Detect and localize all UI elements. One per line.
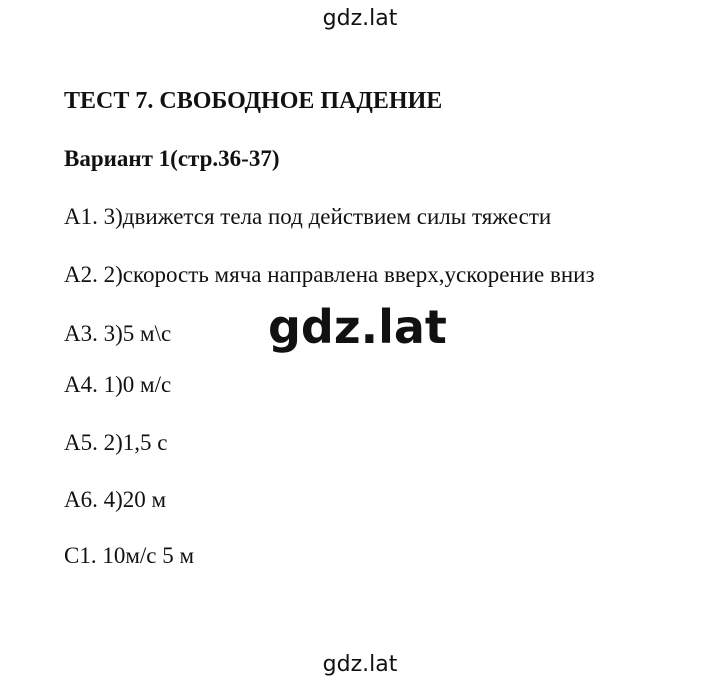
answer-a3: А3. 3)5 м\с	[64, 321, 172, 346]
answer-a4: А4. 1)0 м/с	[64, 372, 172, 397]
answer-a6: А6. 4)20 м	[64, 487, 167, 512]
watermark-bottom: gdz.lat	[322, 652, 398, 677]
answer-a1: А1. 3)движется тела под действием силы тяжести	[64, 204, 552, 229]
watermark-top: gdz.lat	[322, 6, 398, 31]
answer-a2: А2. 2)скорость мяча направлена вверх,ускорение вниз	[64, 262, 595, 287]
watermark-center: gdz.lat	[268, 300, 447, 354]
variant-heading: Вариант 1(стр.36-37)	[64, 146, 280, 171]
answer-c1: С1. 10м/с 5 м	[64, 543, 195, 568]
test-title: ТЕСТ 7. СВОБОДНОЕ ПАДЕНИЕ	[64, 88, 443, 114]
answer-a5: А5. 2)1,5 с	[64, 430, 168, 455]
